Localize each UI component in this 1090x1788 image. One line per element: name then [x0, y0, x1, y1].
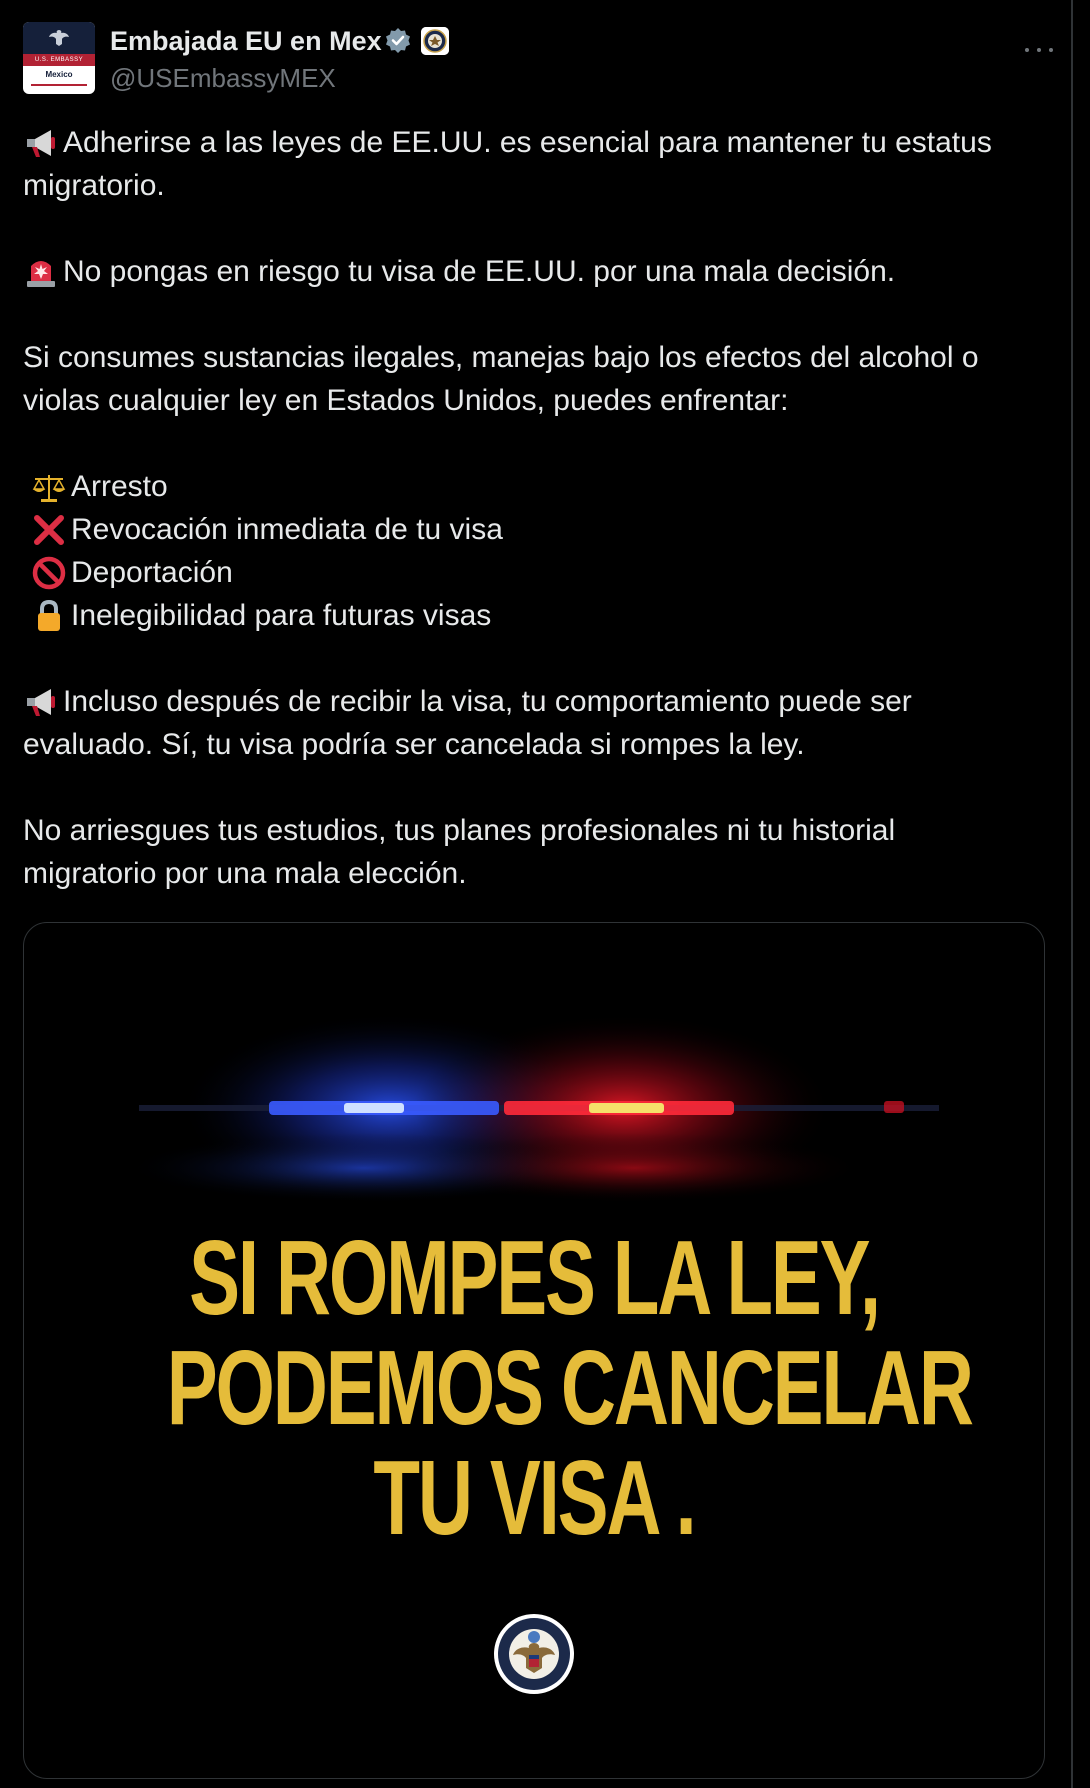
more-options-icon[interactable] — [1023, 40, 1055, 60]
tweet-line — [23, 680, 1053, 723]
list-item — [23, 508, 1053, 551]
tweet-text-line: No pongas en riesgo tu visa de EE.UU. por una mala decisión. — [63, 255, 896, 288]
list-item-text: Arresto — [71, 470, 168, 503]
tweet-line — [23, 809, 1053, 852]
tweet-media-image[interactable] — [23, 922, 1045, 1779]
megaphone-icon — [23, 125, 59, 161]
lock-icon — [31, 598, 67, 634]
slogan-line: TU VISA . — [373, 1439, 695, 1557]
police-light-icon — [23, 254, 59, 290]
avatar-label: Mexico — [45, 70, 73, 79]
tweet-text-line: violas cualquier ley en Estados Unidos, puedes enfrentar: — [23, 384, 789, 417]
balance-scale-icon — [31, 469, 67, 505]
tweet-line — [23, 852, 1053, 895]
list-item — [23, 551, 1053, 594]
tweet-line — [23, 336, 1053, 379]
list-item-text: Inelegibilidad para futuras visas — [71, 599, 492, 632]
avatar-band: U.S. EMBASSY — [23, 54, 95, 66]
cross-mark-icon — [31, 512, 67, 548]
tweet-line — [23, 121, 1053, 164]
tweet-text-line: No arriesgues tus estudios, tus planes profesionales ni tu historial — [23, 814, 896, 847]
tweet-text-line: migratorio por una mala elección. — [23, 857, 467, 890]
list-item-text: Revocación inmediata de tu visa — [71, 513, 503, 546]
eagle-icon — [48, 28, 70, 48]
list-item-text: Deportación — [71, 556, 233, 589]
megaphone-icon — [23, 684, 59, 720]
list-item — [23, 465, 1053, 508]
tweet-text-line: Incluso después de recibir la visa, tu comportamiento puede ser — [63, 685, 912, 718]
state-department-seal-icon — [421, 27, 449, 55]
department-of-state-seal-icon — [493, 1613, 575, 1695]
verified-badge-icon — [384, 27, 412, 55]
tweet-line — [23, 723, 1053, 766]
list-item — [23, 594, 1053, 637]
user-handle[interactable]: @USEmbassyMEX — [110, 63, 336, 93]
tweet-line — [23, 250, 1053, 293]
tweet-header — [23, 22, 1053, 94]
tweet-line — [23, 164, 1053, 207]
slogan — [24, 1219, 1044, 1557]
display-name[interactable]: Embajada EU en Mex — [110, 26, 382, 56]
timeline-divider — [1071, 0, 1073, 1788]
tweet-line — [23, 379, 1053, 422]
avatar-line — [31, 84, 87, 86]
tweet-text-line: Adherirse a las leyes de EE.UU. es esencial para mantener tu estatus — [63, 126, 992, 159]
slogan-line: PODEMOS CANCELAR — [166, 1329, 972, 1447]
avatar[interactable] — [23, 22, 95, 94]
tweet-text-line: Si consumes sustancias ilegales, manejas bajo los efectos del alcohol o — [23, 341, 979, 374]
tweet-text-line: evaluado. Sí, tu visa podría ser cancelada si rompes la ley. — [23, 728, 805, 761]
prohibited-icon — [31, 555, 67, 591]
tweet-text — [23, 121, 1053, 895]
tweet-text-line: migratorio. — [23, 169, 165, 202]
slogan-line: SI ROMPES LA LEY, — [189, 1219, 879, 1337]
